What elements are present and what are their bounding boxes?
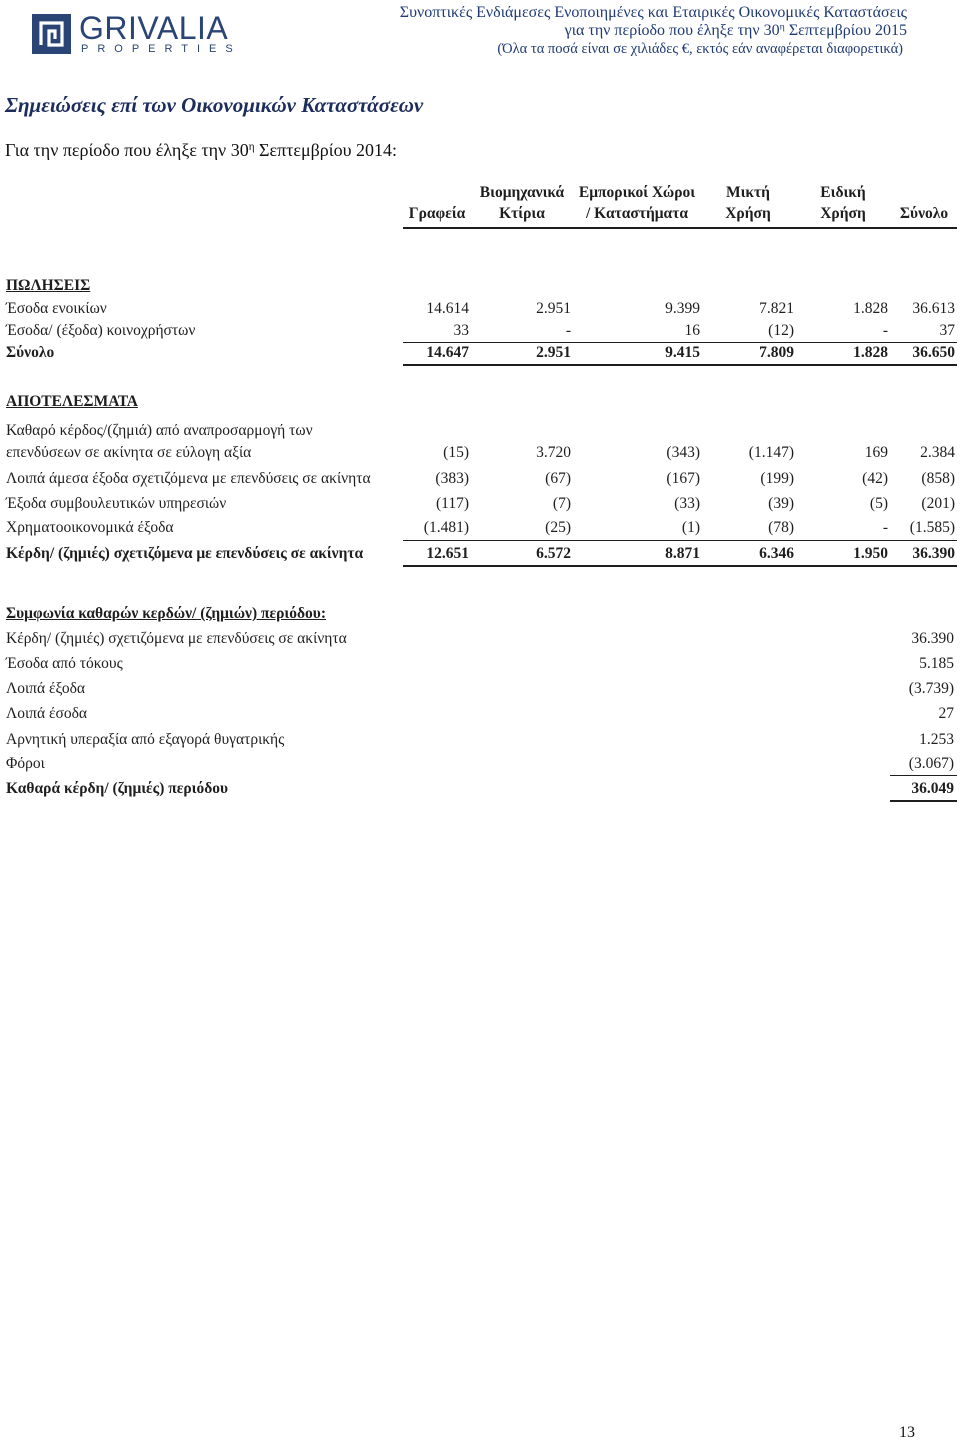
report-period-ordinal: η: [779, 21, 785, 33]
column-header-industrial-line1: Βιομηχανικά: [479, 184, 565, 201]
row-label: Σύνολο: [6, 344, 55, 361]
cell-mixed-use: 7.821: [759, 300, 794, 317]
grivalia-logo-icon: [32, 14, 71, 54]
cell-special-use: 1.828: [853, 344, 888, 361]
row-label-line1: Καθαρό κέρδος/(ζημιά) από αναπροσαρμογή των: [6, 422, 313, 439]
cell-retail: (167): [666, 470, 700, 487]
cell-offices: 14.614: [426, 300, 469, 317]
table-row: [0, 469, 960, 489]
row-label: Χρηματοοικονομικά έξοδα: [6, 519, 174, 536]
table-row: [0, 754, 960, 774]
cell-total: 37: [939, 322, 955, 339]
cell-amount: 1.253: [919, 731, 954, 748]
subtotal-divider: [403, 540, 957, 541]
cell-offices: (15): [443, 444, 469, 461]
column-header-special-use-line1: Ειδική: [820, 184, 866, 201]
row-label: Κέρδη/ (ζημιές) σχετιζόμενα με επενδύσεις σε ακίνητα: [6, 630, 347, 647]
table-row: [0, 629, 960, 649]
cell-total: 36.613: [912, 300, 955, 317]
cell-amount: 5.185: [919, 655, 954, 672]
row-label: Φόροι: [6, 755, 45, 772]
cell-mixed-use: 7.809: [759, 344, 794, 361]
cell-total: 36.390: [912, 545, 955, 562]
cell-offices: (383): [435, 470, 469, 487]
cell-amount: 36.390: [911, 630, 954, 647]
cell-industrial: 3.720: [536, 444, 571, 461]
results-total-row: [0, 544, 960, 564]
total-divider: [890, 800, 957, 802]
cell-amount: 27: [938, 705, 954, 722]
cell-total: (858): [921, 470, 955, 487]
cell-special-use: (5): [869, 495, 888, 512]
report-title: Συνοπτικές Ενδιάμεσες Ενοποιημένες και Εταιρικές Οικονομικές Καταστάσεις: [399, 4, 907, 21]
cell-industrial: -: [565, 322, 571, 339]
cell-retail: 8.871: [665, 545, 700, 562]
results-heading: ΑΠΟΤΕΛΕΣΜΑΤΑ: [6, 393, 138, 410]
cell-total: (201): [921, 495, 955, 512]
report-period-text-end: Σεπτεμβρίου 2015: [784, 22, 907, 39]
cell-mixed-use: (199): [760, 470, 794, 487]
report-period: [565, 22, 907, 40]
period-heading-text: Για την περίοδο που έληξε την 30: [5, 140, 249, 160]
column-header-industrial-line2: Κτίρια: [499, 205, 545, 222]
row-label: επενδύσεων σε ακίνητα σε εύλογη αξία: [6, 444, 252, 461]
logo-tagline: PROPERTIES: [81, 43, 242, 55]
cell-industrial: 2.951: [536, 300, 571, 317]
row-label: Αρνητική υπεραξία από εξαγορά θυγατρικής: [6, 731, 285, 748]
period-heading-ordinal: η: [248, 140, 255, 153]
row-label: Έξοδα συμβουλευτικών υπηρεσιών: [6, 495, 227, 512]
header-divider: [403, 227, 957, 229]
table-row: [0, 443, 960, 463]
reconciliation-heading: Συμφωνία καθαρών κερδών/ (ζημιών) περιόδου:: [6, 605, 326, 622]
period-heading-text-end: Σεπτεμβρίου 2014:: [254, 140, 398, 160]
page-number: 13: [899, 1424, 915, 1441]
table-row: [0, 679, 960, 699]
cell-amount: 36.049: [911, 780, 954, 797]
row-label: Καθαρά κέρδη/ (ζημιές) περιόδου: [6, 780, 229, 797]
column-header-retail-line2: / Καταστήματα: [586, 205, 688, 222]
cell-industrial: (67): [545, 470, 571, 487]
cell-amount: (3.739): [908, 680, 954, 697]
column-header-retail-line1: Εμπορικοί Χώροι: [578, 184, 696, 201]
table-row: [0, 299, 960, 319]
row-label: Έσοδα από τόκους: [6, 655, 123, 672]
cell-mixed-use: (1.147): [748, 444, 794, 461]
row-label: Έσοδα/ (έξοδα) κοινοχρήστων: [6, 322, 196, 339]
cell-special-use: (42): [862, 470, 888, 487]
cell-special-use: 1.828: [853, 300, 888, 317]
sales-total-row: [0, 343, 960, 363]
row-label: Έσοδα ενοικίων: [6, 300, 107, 317]
currency-note: (Όλα τα ποσά είναι σε χιλιάδες €, εκτός εάν αναφέρεται διαφορετικά): [497, 41, 903, 57]
table-row: [0, 704, 960, 724]
cell-amount: (3.067): [908, 755, 954, 772]
cell-industrial: (25): [545, 519, 571, 536]
cell-total: (1.585): [909, 519, 955, 536]
cell-retail: 16: [684, 322, 700, 339]
cell-retail: (1): [681, 519, 700, 536]
period-heading: [5, 139, 397, 161]
cell-total: 36.650: [912, 344, 955, 361]
cell-offices: (117): [436, 495, 469, 512]
column-header-total: Σύνολο: [899, 205, 949, 222]
cell-special-use: 1.950: [853, 545, 888, 562]
cell-industrial: 2.951: [536, 344, 571, 361]
cell-retail: 9.415: [665, 344, 700, 361]
cell-offices: 12.651: [426, 545, 469, 562]
cell-offices: (1.481): [423, 519, 469, 536]
report-period-text: για την περίοδο που έληξε την 30: [564, 22, 780, 39]
cell-industrial: 6.572: [536, 545, 571, 562]
cell-special-use: 169: [864, 444, 888, 461]
total-divider: [403, 364, 957, 366]
column-header-mixed-use-line1: Μικτή: [726, 184, 770, 201]
row-label: Λοιπά άμεσα έξοδα σχετιζόμενα με επενδύσεις σε ακίνητα: [6, 470, 371, 487]
cell-special-use: -: [882, 322, 888, 339]
table-row: [0, 518, 960, 538]
table-row: [0, 321, 960, 341]
cell-special-use: -: [882, 519, 888, 536]
cell-mixed-use: (39): [768, 495, 794, 512]
cell-mixed-use: (12): [768, 322, 794, 339]
cell-total: 2.384: [920, 444, 955, 461]
cell-mixed-use: 6.346: [759, 545, 794, 562]
section-title: Σημειώσεις επί των Οικονομικών Καταστάσεων: [5, 93, 424, 117]
row-label: Κέρδη/ (ζημιές) σχετιζόμενα με επενδύσεις σε ακίνητα: [6, 545, 364, 562]
cell-retail: 9.399: [665, 300, 700, 317]
row-label: Λοιπά έσοδα: [6, 705, 88, 722]
column-header-offices: Γραφεία: [408, 205, 466, 222]
cell-mixed-use: (78): [768, 519, 794, 536]
column-header-special-use-line2: Χρήση: [820, 205, 866, 222]
reconciliation-total-row: [0, 779, 960, 799]
cell-retail: (343): [666, 444, 700, 461]
sales-heading: ΠΩΛΗΣΕΙΣ: [6, 277, 91, 294]
table-row-label-continuation: [0, 421, 960, 441]
total-divider: [403, 565, 957, 567]
table-row: [0, 654, 960, 674]
column-header-mixed-use-line2: Χρήση: [725, 205, 771, 222]
row-label: Λοιπά έξοδα: [6, 680, 85, 697]
subtotal-divider: [890, 775, 957, 776]
table-row: [0, 730, 960, 750]
reconciliation-heading-row: [0, 604, 960, 624]
logo-wordmark: GRIVALIA: [79, 10, 229, 46]
cell-industrial: (7): [552, 495, 571, 512]
cell-offices: 14.647: [426, 344, 469, 361]
cell-retail: (33): [674, 495, 700, 512]
results-heading-row: [0, 392, 960, 412]
sales-heading-row: [0, 276, 960, 296]
table-row: [0, 494, 960, 514]
cell-offices: 33: [453, 322, 469, 339]
